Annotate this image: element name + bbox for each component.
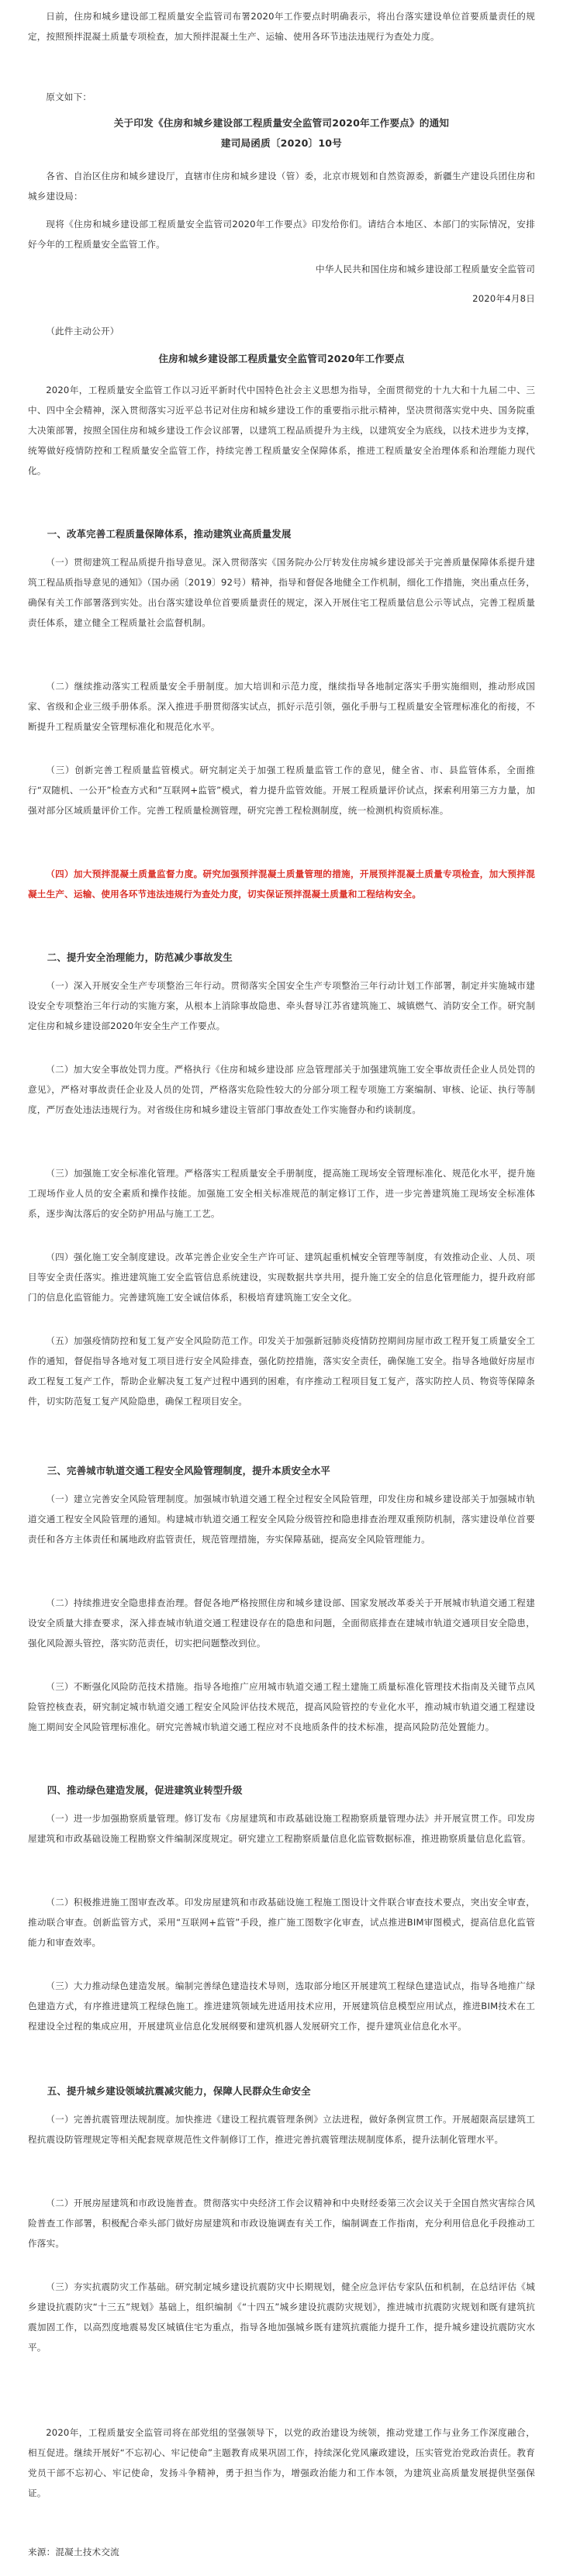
section-item: （一）贯彻建筑工程品质提升指导意见。深入贯彻落实《国务院办公厅转发住房城乡建设部关于完善质量保障体系提升建筑工程品质指导意见的通知》（国办函〔2019〕92号）精神，指导和督促各地健全工作机制，细化工作措施，突出重点任务，确保有关工作部署落到实处。出台落实建设单位首要质量责任的规定，深入开展住宅工程质量信息公示等试点，完善工程质量责任体系，建立健全工程质量社会监督机制。 [28, 557, 535, 628]
highlighted-section-item: （四）加大预拌混凝土质量监督力度。研究加强预拌混凝土质量管理的措施，开展预拌混凝土质量专项检查，加大预拌混凝土生产、运输、使用各环节违法违规行为查处力度，切实保证预拌混凝土质量和工程结构安全。 [28, 868, 535, 900]
section-item: （二）开展房屋建筑和市政设施普查。贯彻落实中央经济工作会议精神和中央财经委第三次会议关于全国自然灾害综合风险普查工作部署，积极配合牵头部门做好房屋建筑和市政设施调查有关工作，编制调查工作指南，充分利用信息化手段推动工作落实。 [28, 2198, 535, 2249]
public-note: （此件主动公开） [46, 326, 119, 337]
addressees: 各省、自治区住房和城乡建设厅，直辖市住房和城乡建设（管）委，北京市规划和自然资源委，新疆生产建设兵团住房和城乡建设局： [28, 171, 535, 202]
section-item: （二）持续推进安全隐患排查治理。督促各地严格按照住房和城乡建设部、国家发展改革委关于开展城市轨道交通工程建设安全质量大排查要求，深入排查城市轨道交通工程建设存在的隐患和问题，全面彻底排查在建城市轨道交通项目安全隐患，强化风险源头管控，落实防范责任，切实把问题整改到位。 [28, 1597, 535, 1649]
section-item: （一）进一步加强勘察质量管理。修订发布《房屋建筑和市政基础设施工程勘察质量管理办法》并开展宣贯工作。印发房屋建筑和市政基础设施工程勘察文件编制深度规定。研究建立工程勘察质量信息化监管数据标准，推进勘察质量信息化监管。 [28, 1813, 535, 1844]
notice-number: 建司局函质〔2020〕10号 [220, 137, 343, 149]
closing-paragraph: 2020年，工程质量安全监管司将在部党组的坚强领导下，以党的政治建设为统领，推动党建工作与业务工作深度融合，相互促进。继续开展好“不忘初心、牢记使命”主题教育成果巩固工作，持续深化党风廉政建设，压实管党治党政治责任。教育党员干部不忘初心、牢记使命，发扬斗争精神，勇于担当作为，增强政治能力和工作本领，为建筑业高质量发展提供坚强保证。 [28, 2427, 535, 2498]
section-item: （三）不断强化风险防范技术措施。指导各地推广应用城市轨道交通工程土建施工质量标准化管理技术指南及关键节点风险管控核查表，研究制定城市轨道交通工程安全风险评估技术规范，提高风险管控的专业化水平，推动城市轨道交通工程建设施工期间安全风险管理标准化。研究完善城市轨道交通工程应对不良地质条件的技术标准，提高风险防范处置能力。 [28, 1681, 535, 1732]
source-line: 来源：混凝土技术交流 [28, 2547, 119, 2557]
notice-title: 关于印发《住房和城乡建设部工程质量安全监管司2020年工作要点》的通知 [113, 117, 450, 129]
section-item: （四）强化施工安全制度建设。改革完善企业安全生产许可证、建筑起重机械安全管理等制度，有效推动企业、人员、项目等安全责任落实。推进建筑施工安全监管信息系统建设，实现数据共享共用，提升施工安全的信息化管理能力，提升政府部门的信息化监管能力。完善建筑施工安全诚信体系，积极培育建筑施工安全文化。 [28, 1252, 535, 1303]
signature: 中华人民共和国住房和城乡建设部工程质量安全监管司 [315, 264, 535, 275]
section-heading: 三、完善城市轨道交通工程安全风险管理制度，提升本质安全水平 [47, 1465, 330, 1476]
document-title: 住房和城乡建设部工程质量安全监管司2020年工作要点 [158, 353, 405, 364]
section-item: （三）夯实抗震防灾工作基础。研究制定城乡建设抗震防灾中长期规划，健全应急评估专家队伍和机制，在总结评估《城乡建设抗震防灾“十三五”规划》基础上，组织编制《“十四五”城乡建设抗震防灾规划》，推进城市抗震防灾规划和既有建筑抗震加固工作，以高烈度地震易发区城镇住宅为重点，指导各地加强城乡既有建筑抗震能力提升工作，提升城乡建设抗震防灾水平。 [28, 2281, 535, 2353]
section-item: （二）加大安全事故处罚力度。严格执行《住房和城乡建设部 应急管理部关于加强建筑施工安全事故责任企业人员处罚的意见》，严格对事故责任企业及人员的处罚，严格落实危险性较大的分部分项工程专项施工方案编制、审核、论证、执行等制度，严厉查处违法违规行为。对省级住房和城乡建设主管部门事故查处工作实施督办和约谈制度。 [28, 1064, 535, 1115]
intro-paragraph: 日前，住房和城乡建设部工程质量安全监管司布署2020年工作要点时明确表示，将出台落实建设单位首要质量责任的规定，按照预拌混凝土质量专项检查，加大预拌混凝土生产、运输、使用各环节违法违规行为查处力度。 [28, 11, 535, 42]
original-label: 原文如下： [46, 92, 92, 102]
section-heading: 二、提升安全治理能力，防范减少事故发生 [47, 951, 233, 963]
section-item: （一）建立完善安全风险管理制度。加强城市轨道交通工程全过程安全风险管理，印发住房和城乡建设部关于加强城市轨道交通工程安全风险管理的通知。构建城市轨道交通工程安全风险分级管控和隐患排查治理双重预防机制，落实建设单位首要责任和各方主体责任和属地政府监管责任，规范管理措施，夯实保障基础，提高安全风险管理能力。 [28, 1493, 535, 1545]
section-heading: 四、推动绿色建造发展，促进建筑业转型升级 [47, 1784, 243, 1796]
section-item: （三）大力推动绿色建造发展。编制完善绿色建造技术导则，选取部分地区开展建筑工程绿色建造试点，指导各地推广绿色建造方式，有序推进建筑工程绿色施工。推进建筑领域先进适用技术应用，开展建筑信息模型应用试点，推进BIM技术在工程建设全过程的集成应用，开展建筑业信息化发展纲要和建筑机器人发展研究工作，提升建筑业信息化水平。 [28, 1980, 535, 2032]
section-item: （一）深入开展安全生产专项整治三年行动。贯彻落实全国安全生产专项整治三年行动计划工作部署，制定并实施城市建设安全专项整治三年行动的实施方案，从根本上消除事故隐患、牵头督导江苏省建筑施工、城镇燃气、消防安全工作。研究制定住房和城乡建设部2020年安全生产工作要点。 [28, 980, 535, 1031]
section-heading: 五、提升城乡建设领域抗震减灾能力，保障人民群众生命安全 [47, 2085, 311, 2097]
section-item: （三）创新完善工程质量监管模式。研究制定关于加强工程质量监管工作的意见，健全省、市、县监管体系，全面推行“双随机、一公开”检查方式和“互联网+监管”模式，着力提升监管效能。开展工程质量评价试点，探索利用第三方力量，加强对部分区域质量评价工作。完善工程质量检测管理，研究完善工程检测制度，统一检测机构资质标准。 [28, 765, 535, 816]
section-heading: 一、改革完善工程质量保障体系，推动建筑业高质量发展 [47, 528, 292, 540]
section-item: （三）加强施工安全标准化管理。严格落实工程质量安全手册制度，提高施工现场安全管理标准化、规范化水平，提升施工现场作业人员的安全素质和操作技能。加强施工安全相关标准规范的制定修订工作，进一步完善建筑施工现场安全标准体系，逐步淘汰落后的安全防护用品与施工工艺。 [28, 1168, 535, 1219]
notice-date: 2020年4月8日 [472, 293, 535, 304]
section-item: （一）完善抗震管理法规制度。加快推进《建设工程抗震管理条例》立法进程，做好条例宣贯工作。开展超限高层建筑工程抗震设防管理规定等相关配套规章规范性文件制修订工作，推进完善抗震管理法规制度体系，提升法制化管理水平。 [28, 2114, 535, 2145]
section-item: （二）继续推动落实工程质量安全手册制度。加大培训和示范力度，继续指导各地制定落实手册实施细则，推动形成国家、省级和企业三级手册体系。深入推进手册贯彻落实试点，抓好示范引领，强化手册与工程质量安全管理标准化的衔接，不断提升工程质量安全管理标准化和规范化水平。 [28, 681, 535, 732]
section-item: （二）积极推进施工图审查改革。印发房屋建筑和市政基础设施工程施工图设计文件联合审查技术要点，突出安全审查，推动联合审查。创新监管方式，采用“互联网+监管”手段，推广施工图数字化审查，试点推进BIM审图模式，提高信息化监管能力和审查效率。 [28, 1897, 535, 1948]
section-item: （五）加强疫情防控和复工复产安全风险防范工作。印发关于加强新冠肺炎疫情防控期间房屋市政工程开复工质量安全工作的通知，督促指导各地对复工项目进行安全风险排查，强化防控措施，落实安全责任，确保施工安全。指导各地做好房屋市政工程复工复产工作，帮助企业解决复工复产过程中遇到的困难，有序推动工程项目复工复产，落实防控人员、物资等保障条件，切实防范复工复产风险隐患，确保工程项目安全。 [28, 1335, 535, 1407]
document-intro: 2020年，工程质量安全监管工作以习近平新时代中国特色社会主义思想为指导，全面贯彻党的十九大和十九届二中、三中、四中全会精神，深入贯彻落实习近平总书记对住房和城乡建设工作的重要指示批示精神，坚决贯彻落实党中央、国务院重大决策部署，按照全国住房和城乡建设工作会议部署，以建筑工程品质提升为主线，以建筑安全为底线，以技术进步为支撑，统筹做好疫情防控和工程质量安全监管工作，持续完善工程质量安全保障体系，推进工程质量安全治理体系和治理能力现代化。 [28, 385, 535, 476]
notice-body: 现将《住房和城乡建设部工程质量安全监管司2020年工作要点》印发给你们。请结合本地区、本部门的实际情况，安排好今年的工程质量安全监管工作。 [28, 219, 535, 250]
